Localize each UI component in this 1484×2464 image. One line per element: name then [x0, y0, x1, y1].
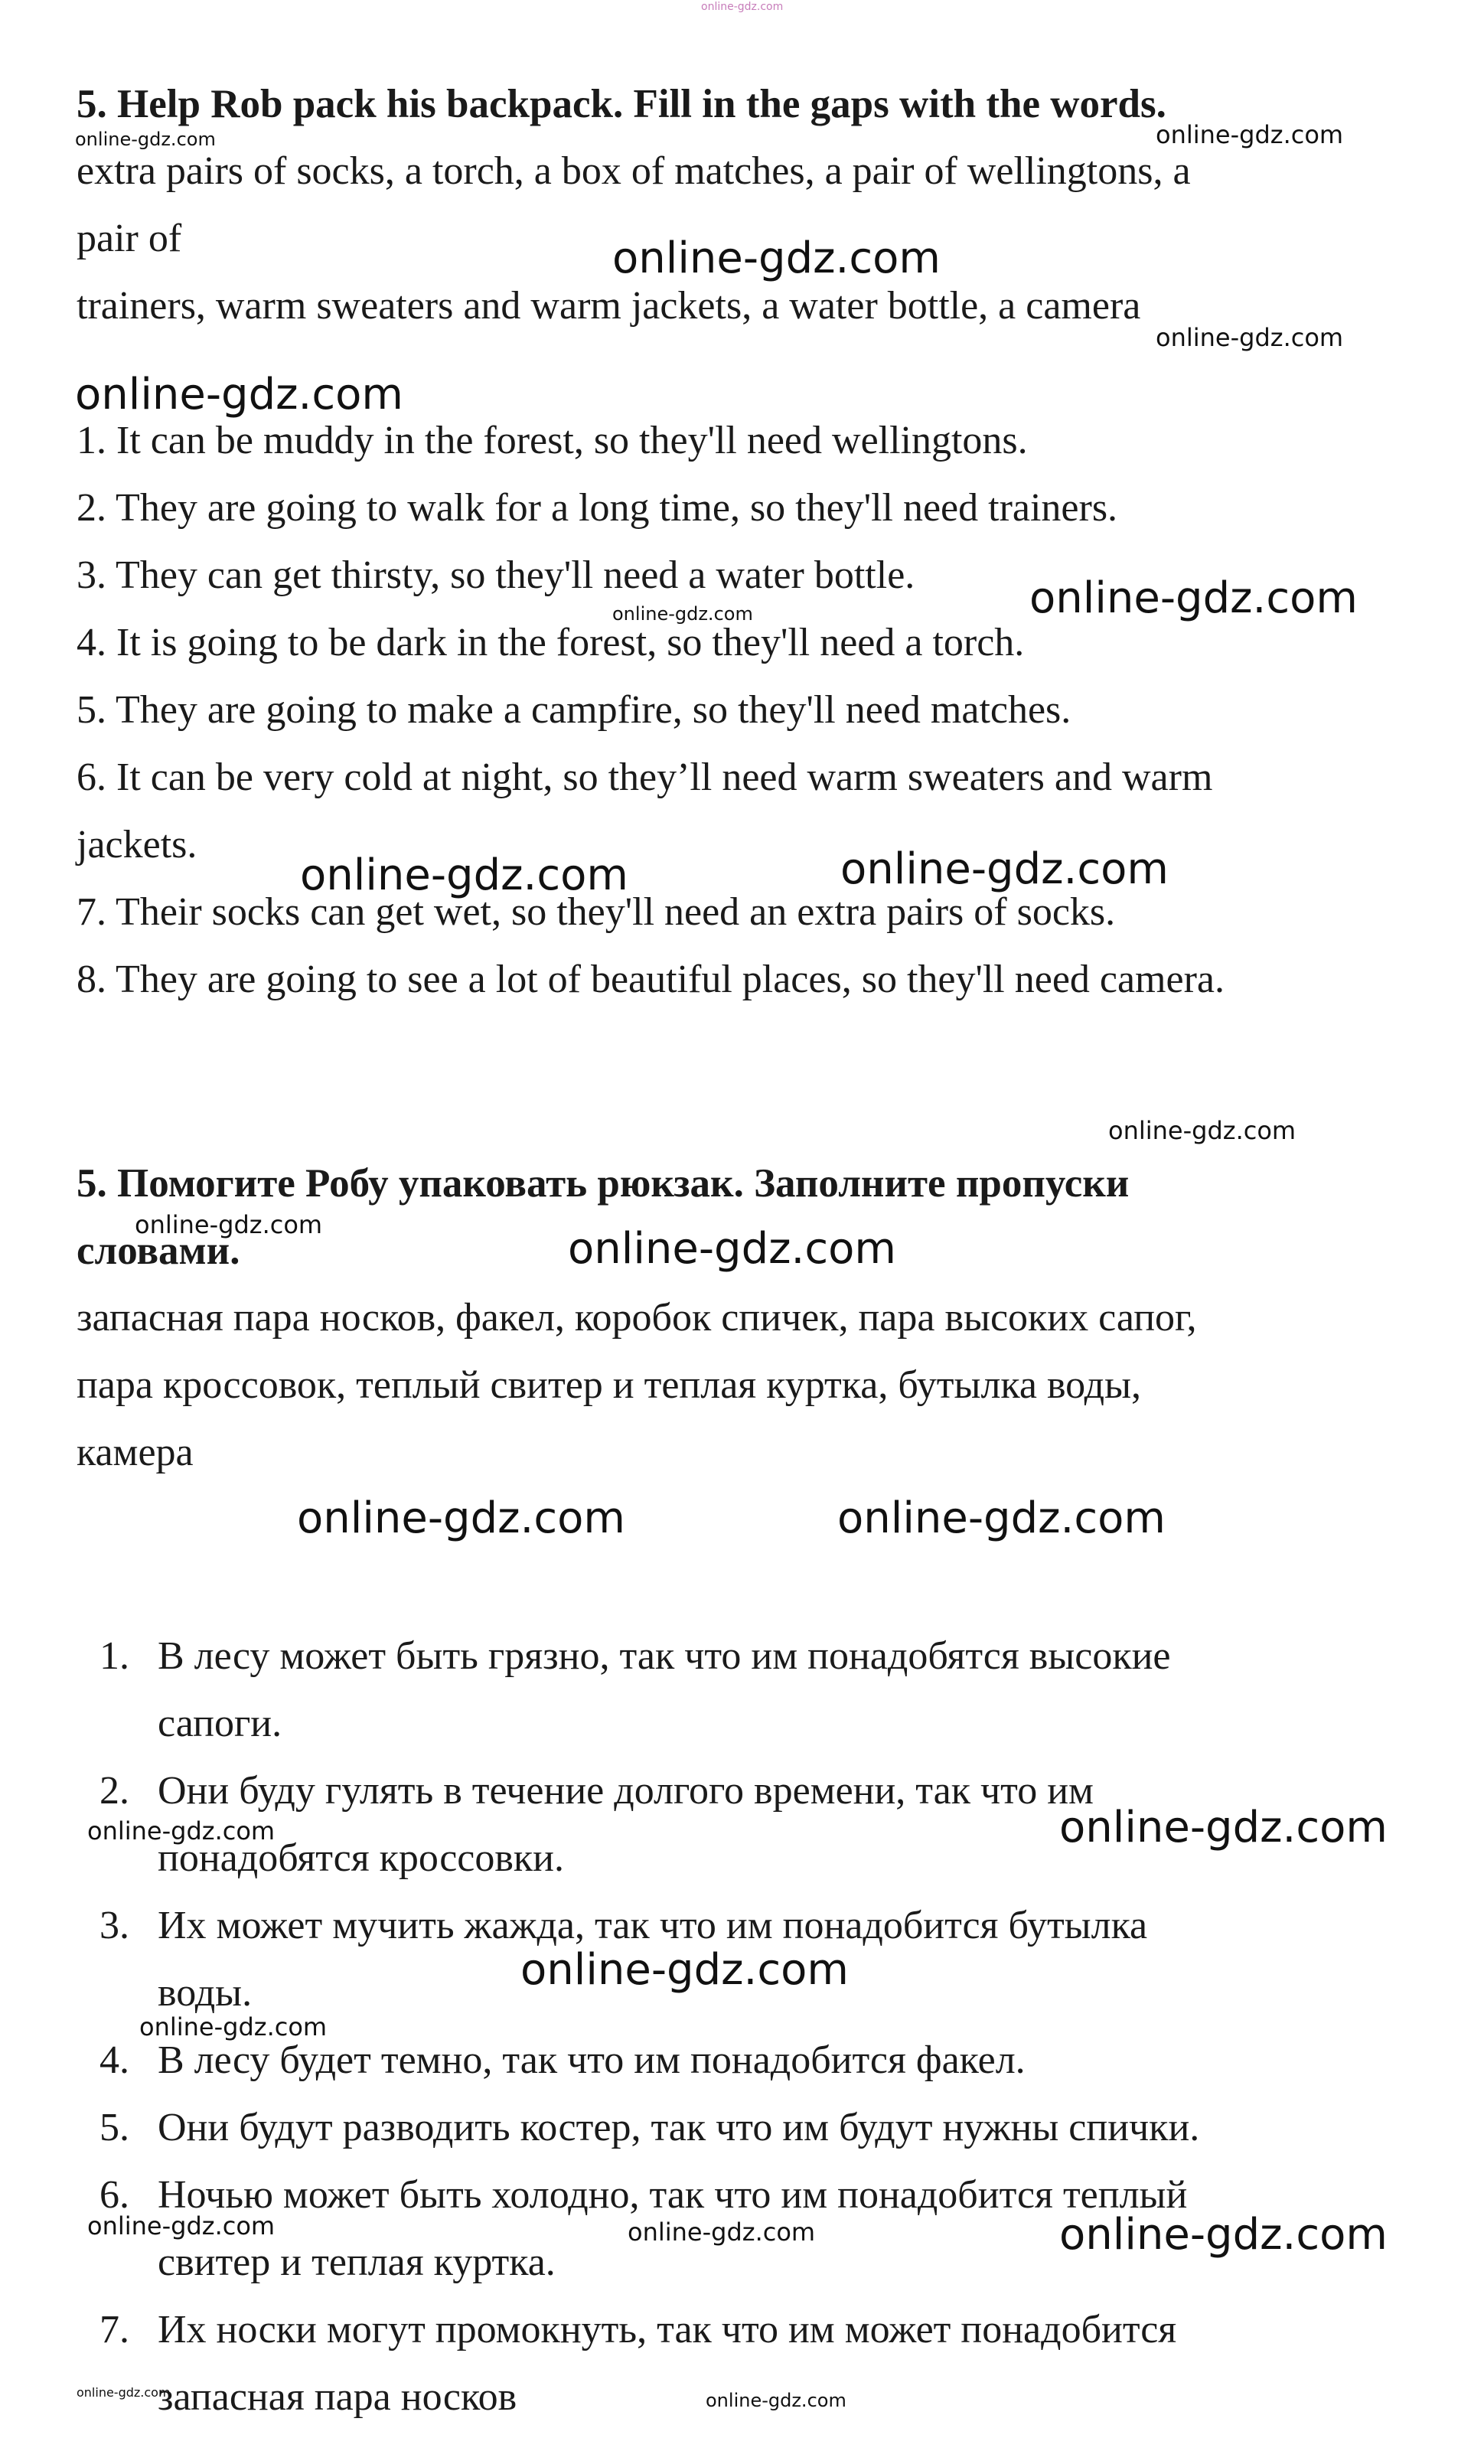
list-number: 6. — [99, 2173, 129, 2217]
list-text: Ночью может быть холодно, так что им понадобится теплый — [158, 2173, 1188, 2217]
watermark: online-gdz.com — [628, 2218, 816, 2247]
word-bank-line: камера — [77, 1431, 194, 1474]
list-text: свитер и теплая куртка. — [158, 2240, 556, 2284]
watermark: online-gdz.com — [1059, 1803, 1388, 1852]
watermark: online-gdz.com — [840, 844, 1169, 894]
watermark: online-gdz.com — [139, 2012, 328, 2041]
sentence: 1. It can be muddy in the forest, so they'll need wellingtons. — [77, 419, 1028, 462]
list-text: В лесу может быть грязно, так что им понадобятся высокие — [158, 1634, 1171, 1678]
list-number: 3. — [99, 1904, 129, 1947]
list-number: 4. — [99, 2038, 129, 2082]
list-text: понадобятся кроссовки. — [158, 1836, 564, 1880]
list-text: Их может мучить жажда, так что им понадобится бутылка — [158, 1904, 1148, 1947]
sentence: 8. They are going to see a lot of beautiful places, so they'll need camera. — [77, 958, 1225, 1001]
list-number: 2. — [99, 1769, 129, 1813]
sentence: 7. Their socks can get wet, so they'll need an extra pairs of socks. — [77, 890, 1116, 934]
heading-line: словами. — [77, 1229, 240, 1273]
list-number: 1. — [99, 1634, 129, 1678]
heading-line: 5. Помогите Робу упаковать рюкзак. Заполните пропуски — [77, 1161, 1130, 1206]
list-text: Они буду гулять в течение долгого времени, так что им — [158, 1769, 1094, 1813]
watermark: online-gdz.com — [612, 603, 753, 625]
sentence: 3. They can get thirsty, so they'll need a water bottle. — [77, 553, 915, 597]
watermark: online-gdz.com — [75, 129, 216, 150]
watermark: online-gdz.com — [837, 1493, 1166, 1543]
word-bank-line: trainers, warm sweaters and warm jackets, a water bottle, a camera — [77, 284, 1141, 328]
list-number: 5. — [99, 2106, 129, 2149]
english-heading: 5. Help Rob pack his backpack. Fill in the gaps with the words. — [77, 82, 1166, 126]
watermark: online-gdz.com — [1156, 120, 1344, 149]
watermark: online-gdz.com — [297, 1493, 625, 1543]
watermark: online-gdz.com — [612, 233, 941, 283]
sentence: 4. It is going to be dark in the forest, so they'll need a torch. — [77, 621, 1025, 664]
watermark: online-gdz.com — [1029, 573, 1358, 623]
watermark: online-gdz.com — [75, 370, 403, 419]
list-text: Они будут разводить костер, так что им будут нужны спички. — [158, 2106, 1200, 2149]
word-bank-line: пара кроссовок, теплый свитер и теплая куртка, бутылка воды, — [77, 1363, 1142, 1407]
watermark: online-gdz.com — [87, 2211, 276, 2240]
list-text: воды. — [158, 1971, 253, 2015]
watermark: online-gdz.com — [87, 1816, 276, 1846]
watermark: online-gdz.com — [520, 1945, 849, 1995]
watermark: online-gdz.com — [706, 2390, 846, 2411]
sentence: 5. They are going to make a campfire, so they'll need matches. — [77, 688, 1071, 732]
list-text: В лесу будет темно, так что им понадобится факел. — [158, 2038, 1026, 2082]
watermark: online-gdz.com — [568, 1224, 896, 1274]
watermark: online-gdz.com — [1108, 1116, 1296, 1145]
sentence: 6. It can be very cold at night, so they’ll need warm sweaters and warm — [77, 756, 1213, 799]
watermark: online-gdz.com — [135, 1210, 323, 1239]
word-bank-line: extra pairs of socks, a torch, a box of matches, a pair of wellingtons, a — [77, 149, 1191, 193]
watermark: online-gdz.com — [701, 1, 784, 13]
list-text: запасная пара носков — [158, 2375, 517, 2419]
word-bank-line: запасная пара носков, факел, коробок спичек, пара высоких сапог, — [77, 1296, 1197, 1340]
list-number: 7. — [99, 2308, 129, 2351]
sentence: jackets. — [77, 823, 197, 866]
watermark: online-gdz.com — [1156, 323, 1344, 352]
watermark: online-gdz.com — [77, 2385, 171, 2400]
watermark: online-gdz.com — [300, 850, 628, 900]
watermark: online-gdz.com — [1059, 2210, 1388, 2260]
word-bank-line: pair of — [77, 217, 182, 260]
sentence: 2. They are going to walk for a long time, so they'll need trainers. — [77, 486, 1118, 530]
list-text: Их носки могут промокнуть, так что им может понадобится — [158, 2308, 1177, 2351]
list-text: сапоги. — [158, 1702, 282, 1745]
